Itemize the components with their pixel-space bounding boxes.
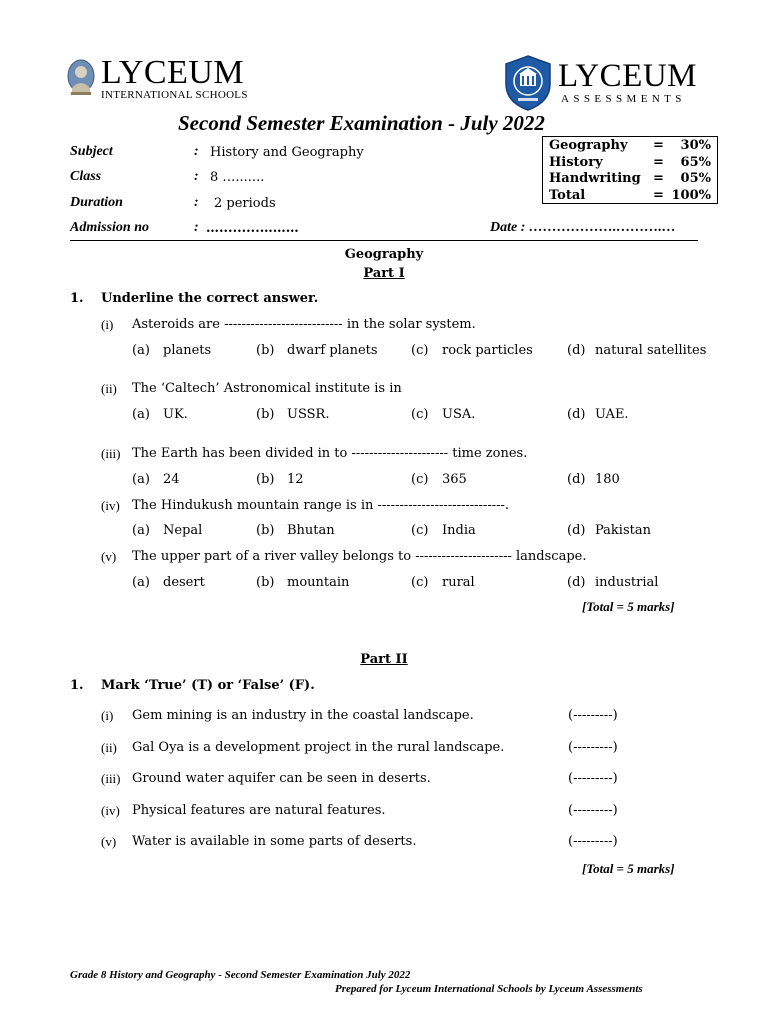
answer-option[interactable] [567,523,717,541]
true-false-answer-blank[interactable]: (---------) [568,803,618,818]
answer-option-letter: (d) [567,407,586,422]
answer-option-letter: (a) [132,575,150,590]
answer-option[interactable] [567,472,717,490]
subject-label: Subject [70,144,113,159]
answer-option-text: mountain [287,575,350,590]
part1-item-number: (ii) [101,381,117,396]
class-label: Class [70,169,102,184]
part1-item-number: (iii) [101,446,121,461]
part2-item-number: (i) [101,708,114,723]
marks-row-equals: = [653,138,664,153]
footer-line2: Prepared for Lyceum International Schools by Lyceum Assessments [335,983,643,995]
true-false-answer-blank[interactable]: (---------) [568,740,618,755]
answer-option[interactable] [411,575,561,593]
answer-option[interactable] [567,407,717,425]
answer-option[interactable] [411,523,561,541]
lyceum-assessments-subtitle: ASSESSMENTS [561,93,686,105]
answer-option-text: UAE. [595,407,629,422]
part1-question-title: Underline the correct answer. [101,291,319,306]
part1-item-question: Asteroids are --------------------------- in the solar system. [132,317,476,332]
duration-value: 2 periods [214,196,276,211]
part1-item-question: The upper part of a river valley belongs to ---------------------- landscape. [132,549,587,564]
part2-item-statement: Gal Oya is a development project in the rural landscape. [132,740,505,755]
marks-row [549,138,711,155]
part1-title: Part I [363,266,405,281]
class-value: 8 …....... [210,170,265,185]
answer-option-text: UK. [163,407,188,422]
marks-row-equals: = [653,187,664,203]
marks-distribution-box [542,136,718,204]
answer-option-text: 24 [163,472,180,487]
answer-option[interactable] [411,472,561,490]
answer-option-letter: (d) [567,575,586,590]
lyceum-schools-wordmark: LYCEUM [101,54,245,91]
marks-row [549,155,711,172]
answer-option-letter: (c) [411,343,429,358]
answer-option-letter: (d) [567,472,586,487]
answer-option-letter: (a) [132,343,150,358]
duration-label: Duration [70,195,123,210]
answer-option-letter: (c) [411,472,429,487]
part1-item-number: (v) [101,549,117,564]
subject-value: History and Geography [210,145,364,160]
admission-field[interactable]: ….........……… [206,221,299,236]
answer-option-letter: (a) [132,523,150,538]
answer-option-letter: (a) [132,407,150,422]
answer-option-letter: (b) [256,523,275,538]
admission-colon: : [194,220,199,235]
answer-option-text: 180 [595,472,620,487]
part1-total: [Total = 5 marks] [582,599,675,614]
answer-option-text: Pakistan [595,523,651,538]
part2-item-statement: Ground water aquifer can be seen in deserts. [132,771,431,786]
part2-item-number: (v) [101,834,117,849]
answer-option[interactable] [256,407,406,425]
true-false-answer-blank[interactable]: (---------) [568,771,618,786]
answer-option-letter: (b) [256,575,275,590]
lyceum-schools-emblem-icon [66,58,96,98]
date-field[interactable]: Date : ……………….……….… [490,220,676,235]
answer-option-letter: (c) [411,407,429,422]
answer-option-letter: (d) [567,343,586,358]
part2-question-title: Mark ‘True’ (T) or ‘False’ (F). [101,678,315,693]
answer-option-letter: (c) [411,575,429,590]
answer-option-letter: (a) [132,472,150,487]
answer-option[interactable] [256,343,406,361]
class-colon: : [194,169,199,184]
lyceum-assessments-shield-icon [503,54,553,112]
answer-option-text: USSR. [287,407,330,422]
answer-option[interactable] [256,472,406,490]
lyceum-assessments-wordmark: LYCEUM [558,58,698,94]
header-divider [70,240,698,241]
answer-option-text: 365 [442,472,467,487]
section-title-geography: Geography [344,247,424,262]
answer-option-letter: (b) [256,407,275,422]
answer-option[interactable] [256,523,406,541]
answer-option-text: natural satellites [595,343,707,358]
answer-option[interactable] [256,575,406,593]
marks-row-name: Geography [549,138,628,153]
duration-colon: : [194,195,199,210]
part2-item-statement: Water is available in some parts of deserts. [132,834,417,849]
answer-option[interactable] [567,575,717,593]
part2-title: Part II [360,652,408,667]
true-false-answer-blank[interactable]: (---------) [568,708,618,723]
answer-option-text: desert [163,575,205,590]
marks-row [549,171,711,188]
exam-title: Second Semester Examination - July 2022 [178,111,545,135]
lyceum-schools-subtitle: INTERNATIONAL SCHOOLS [101,89,248,101]
part1-item-number: (i) [101,317,114,332]
answer-option-text: India [442,523,476,538]
answer-option-text: industrial [595,575,659,590]
answer-option[interactable] [567,343,717,361]
part2-total: [Total = 5 marks] [582,861,675,876]
admission-label: Admission no [70,220,149,235]
answer-option-text: Nepal [163,523,203,538]
part1-item-question: The ‘Caltech’ Astronomical institute is in [132,381,402,396]
marks-row-equals: = [653,171,664,186]
part2-item-statement: Physical features are natural features. [132,803,386,818]
answer-option-letter: (b) [256,343,275,358]
marks-row-percent: 100% [671,187,711,203]
marks-row-name: History [549,154,603,170]
marks-row-percent: 05% [680,171,711,186]
marks-row-equals: = [653,154,664,170]
footer-line1: Grade 8 History and Geography - Second Semester Examination July 2022 [70,969,411,981]
answer-option[interactable] [411,343,561,361]
part1-item-question: The Hindukush mountain range is in -----------------------------. [132,498,510,513]
answer-option-text: rock particles [442,343,533,358]
answer-option[interactable] [411,407,561,425]
part2-item-number: (iii) [101,771,121,786]
true-false-answer-blank[interactable]: (---------) [568,834,618,849]
answer-option-text: 12 [287,472,304,487]
answer-option-text: rural [442,575,475,590]
marks-row-percent: 65% [680,154,711,170]
subject-colon: : [194,144,199,159]
part2-question-number: 1. [70,678,84,693]
part2-item-number: (iv) [101,803,120,818]
answer-option-letter: (d) [567,523,586,538]
part1-item-number: (iv) [101,498,120,513]
answer-option-letter: (b) [256,472,275,487]
part1-question-number: 1. [70,291,84,306]
marks-row-name: Total [549,187,586,203]
part1-item-question: The Earth has been divided in to ---------------------- time zones. [132,446,528,461]
marks-row-name: Handwriting [549,171,641,186]
answer-option-text: Bhutan [287,523,335,538]
answer-option-text: planets [163,343,212,358]
marks-row-percent: 30% [680,138,711,153]
answer-option-letter: (c) [411,523,429,538]
answer-option-text: USA. [442,407,476,422]
part2-item-number: (ii) [101,740,117,755]
marks-row [549,188,711,205]
answer-option-text: dwarf planets [287,343,378,358]
part2-item-statement: Gem mining is an industry in the coastal landscape. [132,708,474,723]
